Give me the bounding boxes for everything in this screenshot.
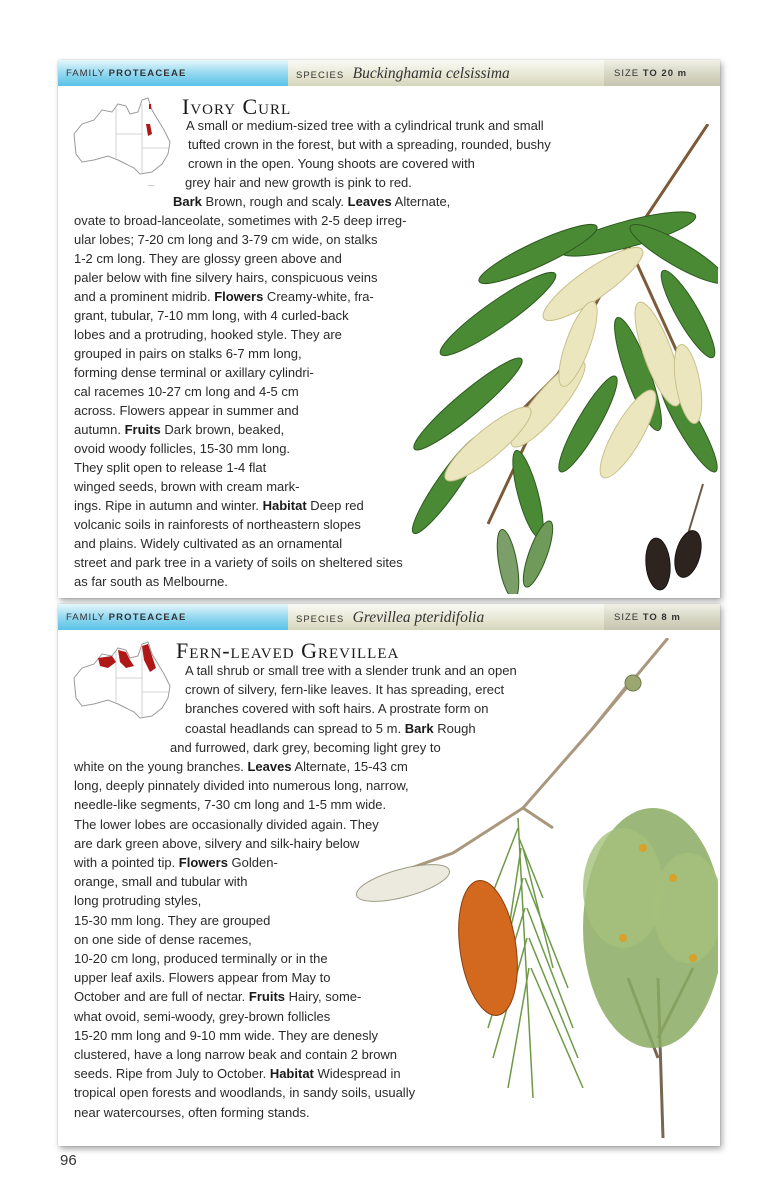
- text-run: volcanic soils in rainforests of northeastern slopes: [74, 517, 361, 532]
- fruit: [625, 675, 641, 691]
- text-run: lobes and a protruding, hooked style. They are: [74, 327, 342, 342]
- species-band: [288, 60, 604, 86]
- section-heading: Fruits: [248, 989, 286, 1005]
- text-run: branches covered with soft hairs. A prostrate form on: [185, 701, 489, 717]
- text-run: October and are full of nectar.: [74, 989, 249, 1005]
- text-line: [74, 458, 266, 477]
- text-run: crown of silvery, fern-like leaves. It has spreading, erect: [185, 682, 505, 698]
- text-run: grant, tubular, 7-10 mm long, with 4 curled-back: [74, 308, 349, 323]
- text-run: as far south as Melbourne.: [74, 574, 228, 589]
- text-line: [74, 363, 314, 382]
- text-line: [74, 439, 290, 458]
- text-line: [74, 420, 284, 439]
- text-run: cal racemes 10-27 cm long and 4-5 cm: [74, 384, 299, 399]
- text-line: [185, 173, 412, 192]
- text-line: [74, 306, 349, 325]
- text-run: clustered, have a long narrow beak and contain 2 brown: [74, 1047, 398, 1062]
- section-heading: Leaves: [347, 194, 392, 209]
- text-line: [74, 572, 228, 591]
- species-card-ivory-curl: [58, 60, 720, 598]
- size-label: SIZE: [614, 612, 640, 623]
- section-heading: Flowers: [214, 289, 264, 304]
- text-run: Widespread in: [313, 1066, 401, 1082]
- family-band: [58, 60, 288, 86]
- size-value: TO 8 m: [642, 612, 681, 623]
- text-line: [74, 230, 378, 249]
- text-run: long, deeply pinnately divided into numerous long, narrow,: [74, 778, 409, 794]
- text-run: grouped in pairs on stalks 6-7 mm long,: [74, 346, 302, 361]
- text-line: [74, 477, 299, 496]
- text-run: across. Flowers appear in summer and: [74, 403, 299, 418]
- text-run: Dark brown, beaked,: [160, 422, 285, 437]
- text-run: ular lobes; 7-20 cm long and 3-79 cm wide, on stalks: [74, 232, 378, 247]
- text-run: tufted crown in the forest, but with a spreading, rounded, bushy: [188, 137, 551, 152]
- text-run: ings. Ripe in autumn and winter.: [74, 498, 263, 513]
- card-header: [58, 604, 720, 630]
- text-run: ovate to broad-lanceolate, sometimes with 2-5 deep irreg-: [74, 213, 407, 228]
- text-run: forming dense terminal or axillary cylindri-: [74, 365, 314, 380]
- text-line: [74, 553, 403, 572]
- text-run: near watercourses, often forming stands.: [74, 1104, 310, 1120]
- family-band: [58, 604, 288, 630]
- text-line: [74, 1103, 310, 1122]
- australia-range-map: [68, 94, 176, 186]
- text-run: are dark green above, silvery and silk-hairy below: [74, 835, 360, 851]
- australia-range-map: [68, 638, 176, 730]
- text-run: Brown, rough and scaly.: [201, 194, 348, 209]
- card-header: [58, 60, 720, 86]
- text-line: [74, 249, 342, 268]
- ivory-curl-illustration: [388, 124, 718, 594]
- text-run: white on the young branches.: [74, 759, 248, 774]
- text-run: seeds. Ripe from July to October.: [74, 1066, 270, 1082]
- text-run: 15-20 mm long and 9-10 mm wide. They are denesly: [74, 1027, 378, 1043]
- text-run: Deep red: [306, 498, 364, 513]
- common-name: Fern-leaved Grevillea: [176, 638, 400, 663]
- text-run: 15-30 mm long. They are grouped: [74, 912, 271, 928]
- text-run: with a pointed tip.: [74, 855, 179, 870]
- family-value: PROTEACEAE: [108, 612, 187, 623]
- text-run: paler below with fine silvery hairs, conspicuous veins: [74, 270, 378, 285]
- text-line: [74, 891, 201, 910]
- text-line: [74, 325, 342, 344]
- text-run: ovoid woody follicles, 15-30 mm long.: [74, 441, 291, 456]
- text-run: tropical open forests and woodlands, in sandy soils, usually: [74, 1085, 416, 1101]
- section-heading: Bark: [404, 720, 434, 736]
- text-run: coastal headlands can spread to 5 m.: [185, 720, 405, 736]
- text-run: Alternate,: [391, 194, 451, 209]
- text-run: orange, small and tubular with: [74, 874, 248, 890]
- text-run: The lower lobes are occasionally divided again. They: [74, 816, 379, 832]
- text-run: Golden-: [227, 855, 278, 870]
- section-heading: Flowers: [178, 855, 228, 870]
- section-heading: Bark: [173, 194, 202, 209]
- australia-outline: [74, 98, 170, 174]
- text-run: Hairy, some-: [285, 989, 362, 1005]
- text-run: and a prominent midrib.: [74, 289, 215, 304]
- size-label: SIZE: [614, 68, 640, 79]
- size-band: [604, 60, 720, 86]
- text-line: [74, 401, 299, 420]
- family-label: FAMILY: [66, 612, 105, 623]
- text-run: A small or medium-sized tree with a cylindrical trunk and small: [186, 118, 544, 133]
- grevillea-illustration: [293, 638, 718, 1143]
- section-heading: Habitat: [262, 498, 307, 513]
- species-band: [288, 604, 604, 630]
- common-name: Ivory Curl: [182, 94, 292, 119]
- text-run: crown in the open. Young shoots are covered with: [188, 156, 475, 171]
- text-line: [74, 287, 374, 306]
- text-run: grey hair and new growth is pink to red.: [185, 175, 412, 190]
- range-marker-north: [149, 104, 151, 109]
- text-run: Rough: [433, 720, 476, 736]
- text-run: winged seeds, brown with cream mark-: [74, 479, 300, 494]
- tree-habit: [583, 808, 718, 1138]
- seed-pods: [644, 484, 706, 591]
- text-line: [74, 1007, 330, 1026]
- text-run: and plains. Widely cultivated as an ornamental: [74, 536, 343, 551]
- text-line: [74, 344, 302, 363]
- text-run: needle-like segments, 7-30 cm long and 1-5 mm wide.: [74, 797, 387, 813]
- text-line: [74, 930, 252, 949]
- text-run: A tall shrub or small tree with a slender trunk and an open: [185, 663, 517, 678]
- silver-racemes: [353, 857, 453, 909]
- family-label: FAMILY: [66, 68, 105, 79]
- text-line: [74, 911, 270, 930]
- section-heading: Habitat: [269, 1066, 314, 1082]
- family-value: PROTEACEAE: [108, 68, 187, 79]
- species-label: SPECIES: [296, 614, 345, 625]
- text-line: [74, 949, 328, 968]
- text-run: Alternate, 15-43 cm: [291, 759, 408, 774]
- text-line: [74, 496, 364, 515]
- text-run: long protruding styles,: [74, 893, 202, 909]
- text-run: 10-20 cm long, produced terminally or in the: [74, 951, 328, 966]
- species-value: Grevillea pteridifolia: [352, 609, 485, 626]
- text-line: [74, 382, 299, 401]
- species-value: Buckinghamia celsissima: [352, 65, 510, 82]
- text-run: 1-2 cm long. They are glossy green above and: [74, 251, 342, 266]
- text-run: and furrowed, dark grey, becoming light grey to: [170, 739, 441, 755]
- page-number: 96: [60, 1152, 77, 1169]
- section-heading: Leaves: [247, 759, 292, 774]
- text-line: [74, 534, 342, 553]
- text-run: Creamy-white, fra-: [263, 289, 374, 304]
- text-line: [74, 515, 361, 534]
- text-line: [74, 872, 247, 891]
- species-card-fern-leaved-grevillea: [58, 604, 720, 1146]
- text-line: [74, 211, 406, 230]
- text-run: what ovoid, semi-woody, grey-brown follicles: [74, 1008, 331, 1024]
- species-label: SPECIES: [296, 70, 345, 81]
- size-band: [604, 604, 720, 630]
- text-run: street and park tree in a variety of soils on sheltered sites: [74, 555, 403, 570]
- text-run: upper leaf axils. Flowers appear from May to: [74, 970, 331, 986]
- text-run: on one side of dense racemes,: [74, 931, 252, 947]
- size-value: TO 20 m: [642, 68, 688, 79]
- text-line: [74, 268, 377, 287]
- text-line: [74, 853, 278, 872]
- section-heading: Fruits: [124, 422, 161, 437]
- text-run: autumn.: [74, 422, 125, 437]
- text-run: They split open to release 1-4 flat: [74, 460, 267, 475]
